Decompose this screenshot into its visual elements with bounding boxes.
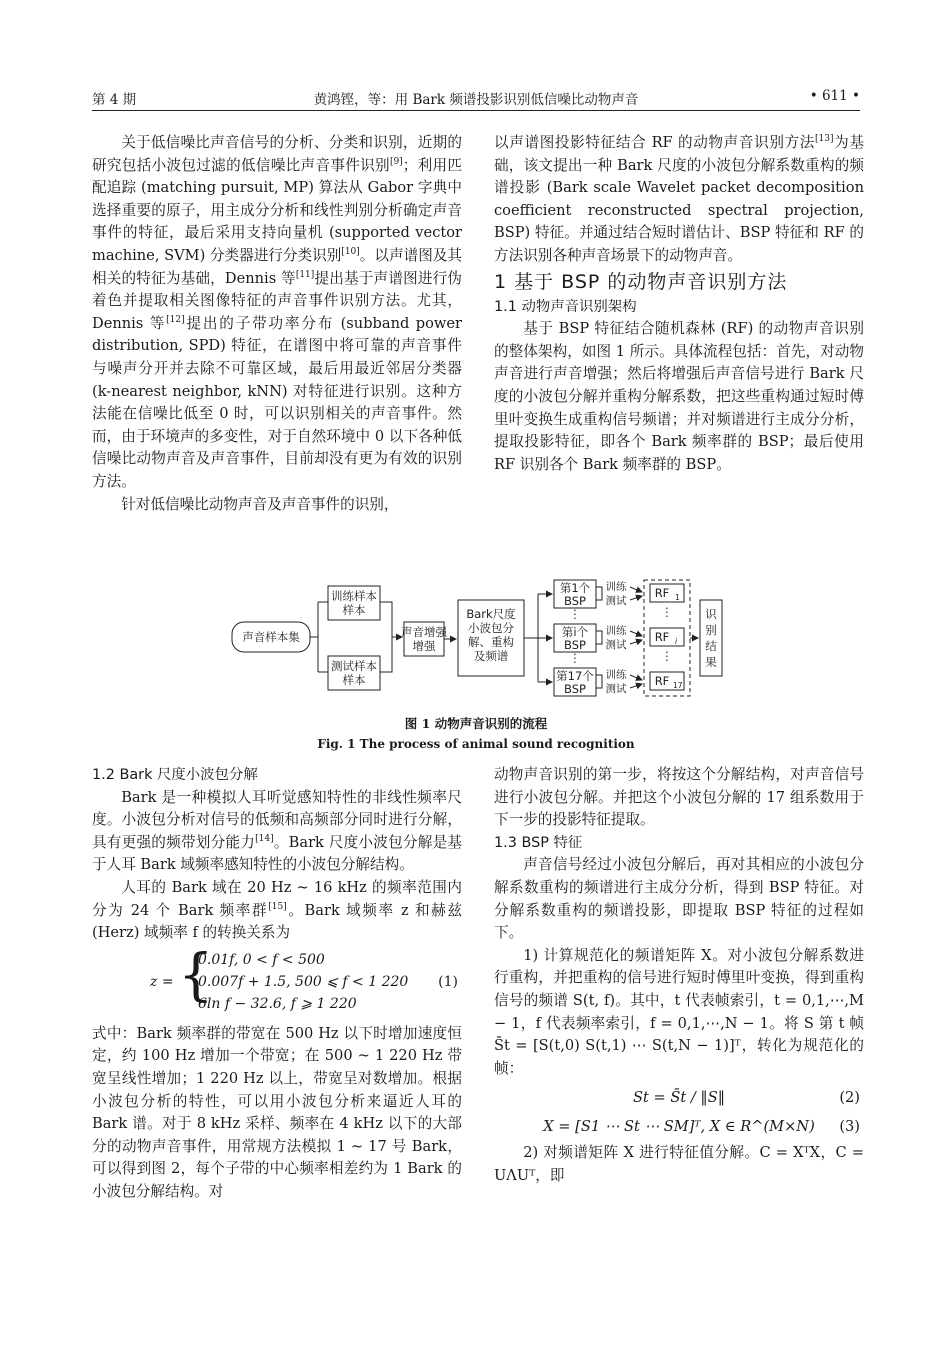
enhancement-label-2: 增强 — [412, 639, 436, 653]
bark-box-line-4: 及频谱 — [473, 649, 509, 663]
issue-number: 第 4 期 — [92, 92, 137, 108]
result-char-3: 结 — [705, 639, 717, 653]
flowchart-figure — [0, 578, 952, 698]
paragraph-bark: Bark 是一种模拟人耳听觉感知特性的非线性频率尺度。小波包分析对信号的低频和高频部分同时进行分解，具有更强的频带划分能力[14]。Bark 尺度小波包分解是基于人耳 Bark 域频率感知特性的小波包分解结构。 — [92, 788, 462, 874]
equation-3-number: (3) — [839, 1118, 860, 1136]
citation[interactable]: [10] — [341, 247, 360, 258]
right-column-bottom — [494, 764, 864, 1188]
test-sample-label-2: 样本 — [342, 673, 366, 687]
train-arrow-label: 训练 — [605, 669, 627, 681]
figure-caption-cn: 图 1 动物声音识别的流程 — [404, 716, 548, 731]
bsp-i-line-2: BSP — [564, 638, 586, 652]
rf-i-label: RF — [654, 630, 670, 644]
equation-1-case-3: 6ln f − 32.6, f ⩾ 1 220 — [198, 995, 357, 1012]
result-char-1: 识 — [705, 607, 717, 621]
result-char-4: 果 — [705, 655, 717, 669]
equation-1 — [92, 942, 462, 1023]
section-heading-1: 1 基于 BSP 的动物声音识别方法 — [494, 270, 788, 293]
fanout-connector — [524, 594, 538, 682]
bark-box-line-3: 解、重构 — [468, 635, 514, 649]
paragraph-motivation: 针对低信噪比动物声音及声音事件的识别， — [121, 495, 399, 513]
paragraph-bsp: 声音信号经过小波包分解后，再对其相应的小波包分解系数重构的频谱进行主成分分析，得到 BSP 特征。对分解系数重构的频谱投影，即提取 BSP 特征的过程如下。 — [494, 856, 864, 942]
rf-1-sub: 1 — [675, 593, 680, 602]
equation-1-number: (1) — [438, 973, 458, 990]
dataset-label: 声音样本集 — [242, 630, 300, 644]
bark-box-line-2: 小波包分 — [468, 621, 514, 635]
equation-1-lhs: z = — [150, 973, 174, 990]
paragraph-step-2: 2) 对频谱矩阵 X 进行特征值分解。C = XᵀX，C = UΛUᵀ，即 — [494, 1144, 864, 1184]
rf-i-sub: i — [675, 637, 678, 646]
test-sample-label: 测试样本 — [331, 659, 377, 673]
paragraph-bark-domain: 人耳的 Bark 域在 20 Hz ~ 16 kHz 的频率范围内分为 24 个 Bark 频率群[15]。Bark 域频率 z 和赫兹 (Herz) 域频率 f 的转换关系为 — [92, 878, 462, 942]
bsp-i-line-1: 第i个 — [561, 625, 589, 639]
rf-1-label: RF — [654, 586, 670, 600]
test-arrow-label: 测试 — [605, 595, 627, 607]
paragraph-proposal: 以声谱图投影特征结合 RF 的动物声音识别方法[13]为基础，该文提出一种 Bark 尺度的小波包分解系数重构的频谱投影 (Bark scale Wavelet packet decomposition coefficient reconstructed spectral projection, BSP) 特征。并通过结合短时谱估计、BSP 特征和 RF 的方法识别各种声音场景下的动物声音。 — [494, 134, 864, 264]
rf-17-label: RF — [654, 674, 670, 688]
paragraph-bandwidth: 式中：Bark 频率群的带宽在 500 Hz 以下时增加速度恒定，约 100 Hz 增加一个带宽；在 500 ~ 1 220 Hz 带宽呈线性增加；1 220 Hz 以上，带宽呈对数增加。根据小波包分析的特性，可以用小波包分析来逼近人耳的 Bark 谱。对于 8 kHz 采样、频率在 4 kHz 以下的大部分的动物声音事件，用常规方法模拟 1 ~ 17 号 Bark，可以得到图 2，每个子带的中心频率相差约为 1 Bark 的小波包分解结构。对 — [92, 1024, 462, 1200]
train-arrow-label: 训练 — [605, 625, 627, 637]
train-sample-label-1: 训练样本 — [331, 589, 377, 603]
bsp-1-line-1: 第1个 — [559, 581, 591, 595]
train-arrow-label: 训练 — [605, 581, 627, 593]
bsp-1-line-2: BSP — [564, 594, 586, 608]
ellipsis: ⋮ — [661, 649, 673, 663]
ellipsis: ⋮ — [569, 607, 581, 621]
ellipsis: ⋮ — [661, 605, 673, 619]
citation[interactable]: [14] — [255, 833, 274, 844]
result-char-2: 别 — [705, 623, 717, 637]
bsp-17-line-2: BSP — [564, 682, 586, 696]
header-rule — [92, 110, 860, 111]
test-arrow-label: 测试 — [605, 683, 627, 695]
test-arrow-label: 测试 — [605, 639, 627, 651]
equation-1-brace: { — [178, 942, 214, 1008]
ellipsis: ⋮ — [569, 651, 581, 665]
paragraph-decomposition: 动物声音识别的第一步，将按这个分解结构，对声音信号进行小波包分解。并把这个小波包分解的 17 组系数用于下一步的投影特征提取。 — [494, 766, 864, 829]
train-sample-label-2: 样本 — [342, 603, 366, 617]
paragraph-step-1: 1) 计算规范化的频谱矩阵 X。对小波包分解系数进行重构，并把重构的信号进行短时傅里叶变换，得到重构信号的频谱 S(t, f)。其中，t 代表帧索引，t = 0,1,⋯,M − 1，f 代表频率索引，f = 0,1,⋯,N − 1。将 S 第 t 帧 S̄t = [S(t,0) S(t,1) ⋯ S(t,N − 1)]ᵀ，转化为规范化的帧： — [494, 946, 864, 1077]
equation-2 — [494, 1080, 864, 1116]
equation-2-number: (2) — [839, 1089, 860, 1107]
equation-1-case-2: 0.007f + 1.5, 500 ⩽ f < 1 220 — [198, 973, 409, 990]
citation[interactable]: [9] — [389, 156, 403, 167]
subsection-heading-1-3: 1.3 BSP 特征 — [494, 834, 583, 851]
page-number: • 611 • — [809, 88, 860, 104]
bsp-17-line-1: 第17个 — [556, 669, 594, 683]
left-column-top — [92, 132, 462, 516]
citation[interactable]: [11] — [295, 269, 315, 280]
bark-box-line-1: Bark尺度 — [466, 607, 516, 621]
left-column-bottom — [92, 764, 462, 1204]
figure-caption-en: Fig. 1 The process of animal sound recognition — [317, 737, 635, 751]
right-column-top — [494, 132, 864, 476]
equation-1-case-1: 0.01f, 0 < f < 500 — [198, 951, 325, 968]
running-title: 黄鸿铿，等：用 Bark 频谱投影识别低信噪比动物声音 — [313, 92, 639, 108]
subsection-heading-1-1: 1.1 动物声音识别架构 — [494, 298, 637, 315]
equation-3 — [494, 1116, 864, 1142]
citation[interactable]: [13] — [815, 134, 834, 145]
paragraph-related-work: 关于低信噪比声音信号的分析、分类和识别，近期的研究包括小波包过滤的低信噪比声音事件识别[9]；利用匹配追踪 (matching pursuit, MP) 算法从 Gabor 字典中选择重要的原子，用主成分分析和线性判别分析确定声音事件的特征，最后采用支持向量机 (supported vector machine, SVM) 分类器进行分类识别[10]。以声谱图及其相关的特征为基础，Dennis 等[11]提出基于声谱图进行伪着色并提取相关图像特征的声音事件识别方法。尤其，Dennis 等[12]提出的子带功率分布 (subband power distribution, SPD) 特征，在谱图中将可靠的声音事件与噪声分开并去除不可靠区域，最后用最近邻居分类器 (k-nearest neighbor, kNN) 对特征进行识别。这种方法能在信噪比低至 0 时，可以识别相关的声音事件。然而，由于环境声的多变性，对于自然环境中 0 以下各种低信噪比动物声音及声音事件，目前却没有更为有效的识别方法。 — [92, 134, 463, 490]
merge-connector — [380, 602, 402, 672]
equation-3-body: X = [S1 ⋯ St ⋯ SM]ᵀ, X ∈ R^(M×N) — [543, 1118, 815, 1136]
split-connector — [310, 602, 328, 672]
subsection-heading-1-2: 1.2 Bark 尺度小波包分解 — [92, 767, 258, 783]
running-header — [92, 88, 860, 110]
enhancement-label: 声音增强 — [401, 625, 447, 639]
equation-2-body: St = S̄t / ‖S‖ — [632, 1089, 726, 1107]
citation[interactable]: [12] — [166, 314, 185, 325]
citation[interactable]: [15] — [268, 901, 287, 912]
rf-17-sub: 17 — [673, 681, 683, 690]
paragraph-architecture: 基于 BSP 特征结合随机森林 (RF) 的动物声音识别的整体架构，如图 1 所示。具体流程包括：首先，对动物声音进行声音增强；然后将增强后声音信号进行 Bark 尺度的小波包分解并重构分解系数，把这些重构通过短时傅里叶变换生成重构信号频谱；并对频谱进行主成分分析，提取投影特征，即各个 Bark 频率群的 BSP；最后使用 RF 识别各个 Bark 频率群的 BSP。 — [494, 320, 864, 473]
